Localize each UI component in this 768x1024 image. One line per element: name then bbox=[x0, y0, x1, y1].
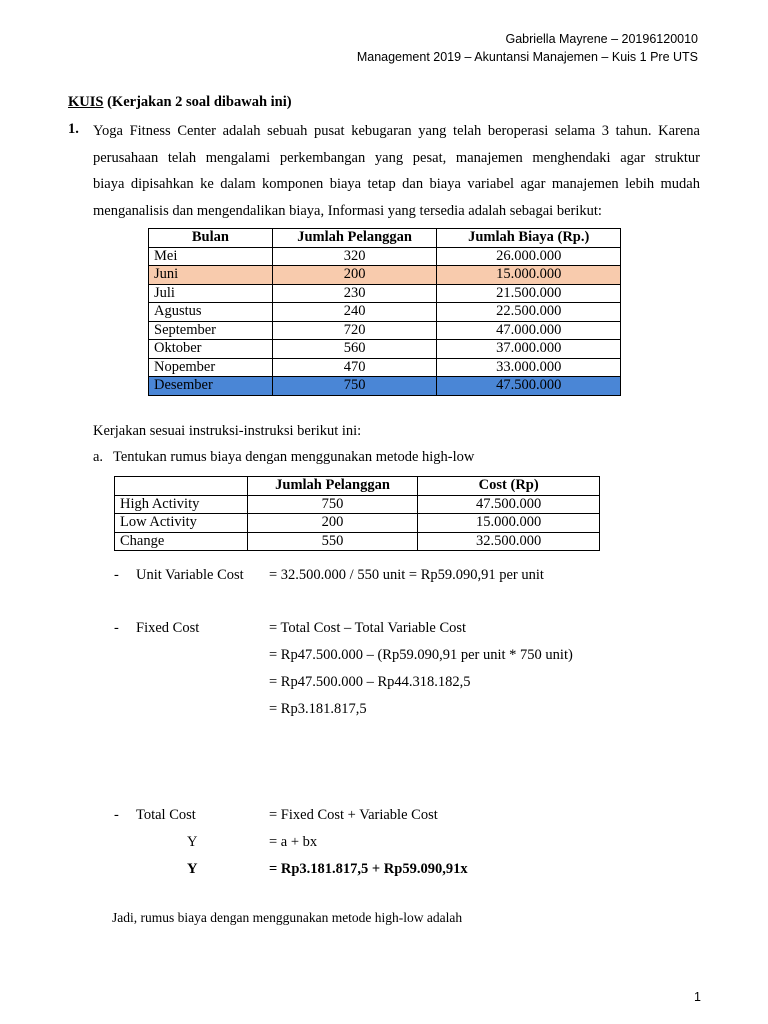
table-cell: Change bbox=[115, 532, 248, 551]
y-final-label: Y bbox=[187, 861, 198, 877]
table-row bbox=[149, 340, 621, 359]
table-cell: 240 bbox=[272, 303, 437, 322]
table-row-highest bbox=[149, 377, 621, 396]
uvc-label: Unit Variable Cost bbox=[136, 567, 244, 583]
high-low-table bbox=[114, 476, 600, 551]
table-cell: Low Activity bbox=[115, 514, 248, 533]
question-number: 1. bbox=[68, 121, 79, 137]
bullet-dash: - bbox=[114, 620, 119, 636]
table-cell: 560 bbox=[272, 340, 437, 359]
table-cell: 15.000.000 bbox=[437, 266, 621, 285]
table-cell: Juli bbox=[149, 284, 273, 303]
table-cell: 26.000.000 bbox=[437, 247, 621, 266]
column-header: Jumlah Pelanggan bbox=[272, 229, 437, 248]
table-row bbox=[149, 247, 621, 266]
fc-formula-line: = Rp47.500.000 – Rp44.318.182,5 bbox=[269, 674, 471, 690]
column-header: Cost (Rp) bbox=[418, 477, 600, 496]
table-cell: 200 bbox=[247, 514, 418, 533]
tc-label: Total Cost bbox=[136, 807, 196, 823]
page-number: 1 bbox=[694, 990, 701, 1004]
table-cell: September bbox=[149, 321, 273, 340]
tc-formula: = Fixed Cost + Variable Cost bbox=[269, 807, 438, 823]
fc-formula-line: = Total Cost – Total Variable Cost bbox=[269, 620, 467, 636]
column-header: Jumlah Biaya (Rp.) bbox=[437, 229, 621, 248]
table-cell: High Activity bbox=[115, 495, 248, 514]
fc-formula-line: = Rp47.500.000 – (Rp59.090,91 per unit * 750 unit) bbox=[269, 647, 573, 663]
fc-label: Fixed Cost bbox=[136, 620, 200, 636]
column-header: Jumlah Pelanggan bbox=[247, 477, 418, 496]
column-header bbox=[115, 477, 248, 496]
y-final-formula: = Rp3.181.817,5 + Rp59.090,91x bbox=[269, 861, 468, 877]
table-cell: 15.000.000 bbox=[418, 514, 600, 533]
table-cell: 550 bbox=[247, 532, 418, 551]
table-row bbox=[115, 532, 600, 551]
table-cell: Mei bbox=[149, 247, 273, 266]
monthly-cost-table bbox=[148, 228, 621, 396]
paragraph-line: perusahaan telah mengalami perkembangan yang pesat, manajemen menghendaki agar struktur bbox=[93, 149, 700, 166]
part-a-label: a. bbox=[93, 449, 104, 465]
table-row bbox=[149, 303, 621, 322]
quiz-title bbox=[68, 94, 292, 111]
column-header: Bulan bbox=[149, 229, 273, 248]
conclusion-text: Jadi, rumus biaya dengan menggunakan metode high-low adalah bbox=[112, 910, 463, 925]
table-cell: 22.500.000 bbox=[437, 303, 621, 322]
table-cell: 47.500.000 bbox=[418, 495, 600, 514]
header-course: Management 2019 – Akuntansi Manajemen – Kuis 1 Pre UTS bbox=[356, 50, 698, 64]
table-cell: 750 bbox=[247, 495, 418, 514]
table-cell: 720 bbox=[272, 321, 437, 340]
table-cell: 47.500.000 bbox=[437, 377, 621, 396]
table-header-row bbox=[149, 229, 621, 248]
table-row bbox=[149, 358, 621, 377]
table-cell: 750 bbox=[272, 377, 437, 396]
y-label: Y bbox=[187, 834, 198, 850]
table-cell: 470 bbox=[272, 358, 437, 377]
paragraph-line: biaya dipisahkan ke dalam komponen biaya tetap dan biaya variabel agar manajemen lebih mudah bbox=[93, 176, 700, 193]
table-header-row bbox=[115, 477, 600, 496]
uvc-formula: = 32.500.000 / 550 unit = Rp59.090,91 per unit bbox=[269, 567, 544, 583]
table-cell: 32.500.000 bbox=[418, 532, 600, 551]
table-cell: Nopember bbox=[149, 358, 273, 377]
fc-formula-line: = Rp3.181.817,5 bbox=[269, 701, 367, 717]
table-cell: Juni bbox=[149, 266, 273, 285]
quiz-title-kuis: KUIS bbox=[68, 94, 104, 110]
table-row bbox=[149, 321, 621, 340]
instruction-text: Kerjakan sesuai instruksi-instruksi berikut ini: bbox=[93, 423, 362, 439]
table-cell: 200 bbox=[272, 266, 437, 285]
table-cell: 37.000.000 bbox=[437, 340, 621, 359]
table-cell: 230 bbox=[272, 284, 437, 303]
table-cell: Desember bbox=[149, 377, 273, 396]
table-cell: Oktober bbox=[149, 340, 273, 359]
table-row bbox=[115, 495, 600, 514]
table-cell: 33.000.000 bbox=[437, 358, 621, 377]
part-a-text: Tentukan rumus biaya dengan menggunakan metode high-low bbox=[113, 449, 475, 465]
table-cell: 21.500.000 bbox=[437, 284, 621, 303]
table-row bbox=[115, 514, 600, 533]
bullet-dash: - bbox=[114, 807, 119, 823]
table-row-lowest bbox=[149, 266, 621, 285]
table-row bbox=[149, 284, 621, 303]
y-formula: = a + bx bbox=[269, 834, 318, 850]
table-cell: Agustus bbox=[149, 303, 273, 322]
bullet-dash: - bbox=[114, 567, 119, 583]
quiz-title-instruction: (Kerjakan 2 soal dibawah ini) bbox=[103, 94, 292, 110]
header-author: Gabriella Mayrene – 20196120010 bbox=[505, 32, 698, 46]
table-cell: 320 bbox=[272, 247, 437, 266]
paragraph-line: Yoga Fitness Center adalah sebuah pusat kebugaran yang telah beroperasi selama 3 tahun. Karena bbox=[93, 123, 700, 139]
paragraph-line: menganalisis dan mengendalikan biaya, Informasi yang tersedia adalah sebagai berikut: bbox=[93, 203, 602, 220]
table-cell: 47.000.000 bbox=[437, 321, 621, 340]
question-paragraph bbox=[93, 118, 700, 225]
